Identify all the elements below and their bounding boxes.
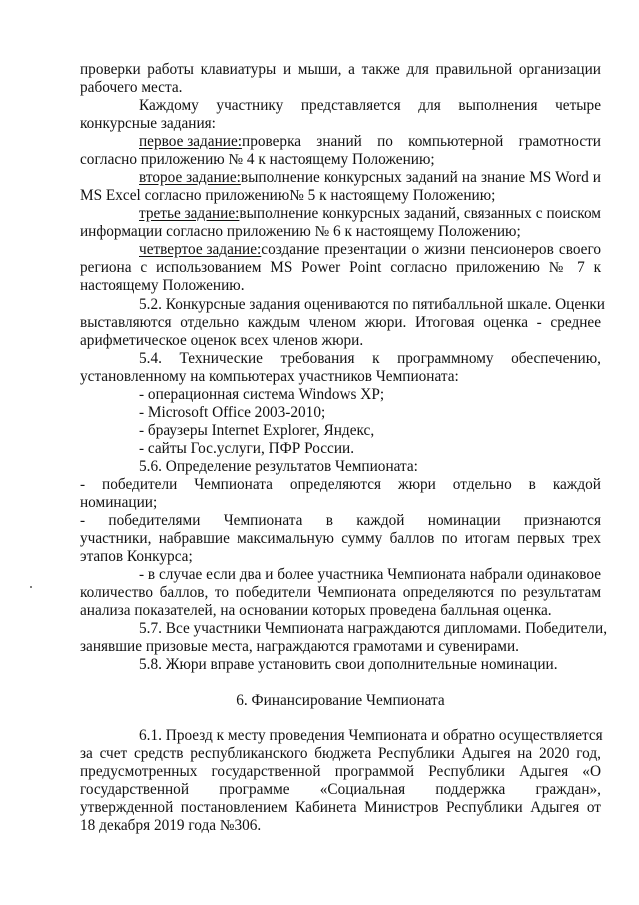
task-label: второе задание: <box>139 169 241 186</box>
list-item: - сайты Гос.услуги, ПФР России. <box>139 440 355 457</box>
section-heading: 6. Финансирование Чемпионата <box>236 692 445 709</box>
text-line: утвержденной постановлением Кабинета Министров Республики Адыгея от <box>80 799 601 816</box>
text-line: государственной программе «Социальная поддержка граждан», <box>80 781 601 798</box>
task-label: первое задание: <box>139 133 243 150</box>
text-segment: проверка знаний по компьютерной грамотности <box>242 133 601 150</box>
text-line: 5.8. Жюри вправе установить свои дополнительные номинации. <box>139 656 558 673</box>
text-segment: выполнение конкурсных заданий, связанных с поиском <box>239 205 601 222</box>
task-line <box>139 241 601 259</box>
text-line: анализа показателей, на основании которых проведена балльная оценка. <box>80 602 552 619</box>
text-line: согласно приложению № 4 к настоящему Положению; <box>80 151 435 168</box>
text-line: 5.2. Конкурсные задания оцениваются по пятибалльной шкале. Оценки <box>139 296 605 313</box>
text-line: 5.7. Все участники Чемпионата награждаются дипломами. Победители, <box>139 620 608 637</box>
text-line: - в случае если два и более участника Чемпионата набрали одинаковое <box>139 566 601 583</box>
list-item: - Microsoft Office 2003-2010; <box>139 404 326 421</box>
text-line: установленному на компьютерах участников Чемпионата: <box>80 368 459 385</box>
text-line: рабочего места. <box>80 79 183 96</box>
text-line: конкурсные задания: <box>80 115 216 132</box>
text-line: 5.4. Технические требования к программному обеспечению, <box>139 350 601 367</box>
task-line <box>139 205 601 223</box>
task-line <box>139 169 601 187</box>
task-label: четвертое задание: <box>139 241 262 258</box>
text-line: проверки работы клавиатуры и мыши, а также для правильной организации <box>80 61 601 78</box>
text-line: информации согласно приложению № 6 к настоящему Положению; <box>80 223 521 240</box>
text-line: за счет средств республиканского бюджета Республики Адыгея на 2020 год, <box>80 745 601 762</box>
text-line: 5.6. Определение результатов Чемпионата: <box>139 458 418 475</box>
text-line: - победители Чемпионата определяются жюри отдельно в каждой <box>80 476 601 493</box>
text-line: 6.1. Проезд к месту проведения Чемпионата и обратно осуществляется <box>139 727 603 744</box>
text-line: настоящему Положению. <box>80 277 245 294</box>
task-line <box>139 133 601 151</box>
text-line: региона с использованием MS Power Point согласно приложению № 7 к <box>80 259 601 276</box>
task-label: третье задание: <box>139 205 240 222</box>
list-item: - операционная система Windows XP; <box>139 386 385 403</box>
text-line: предусмотренных государственной программой Республики Адыгея «О <box>80 763 601 780</box>
text-line: номинации; <box>80 494 158 511</box>
scan-speck <box>30 586 32 588</box>
text-line: участники, набравшие максимальную сумму баллов по итогам первых трех <box>80 530 601 547</box>
list-item: - браузеры Internet Explorer, Яндекс, <box>139 422 375 439</box>
text-line: 18 декабря 2019 года №306. <box>80 817 262 834</box>
text-line: этапов Конкурса; <box>80 548 193 565</box>
text-segment: выполнение конкурсных заданий на знание MS Word и <box>240 169 601 186</box>
text-line: - победителями Чемпионата в каждой номинации признаются <box>80 512 601 529</box>
text-line: выставляются отдельно каждым членом жюри. Итоговая оценка - среднее <box>80 314 601 331</box>
text-segment: создание презентации о жизни пенсионеров своего <box>261 241 601 258</box>
text-line: количество баллов, то победители Чемпионата определяются по результатам <box>80 584 601 601</box>
text-line: арифметическое оценок всех членов жюри. <box>80 332 364 349</box>
text-line: занявшие призовые места, награждаются грамотами и сувенирами. <box>80 638 519 655</box>
text-line: MS Excel согласно приложению№ 5 к настоящему Положению; <box>80 187 496 204</box>
text-line: Каждому участнику представляется для выполнения четыре <box>139 97 601 114</box>
